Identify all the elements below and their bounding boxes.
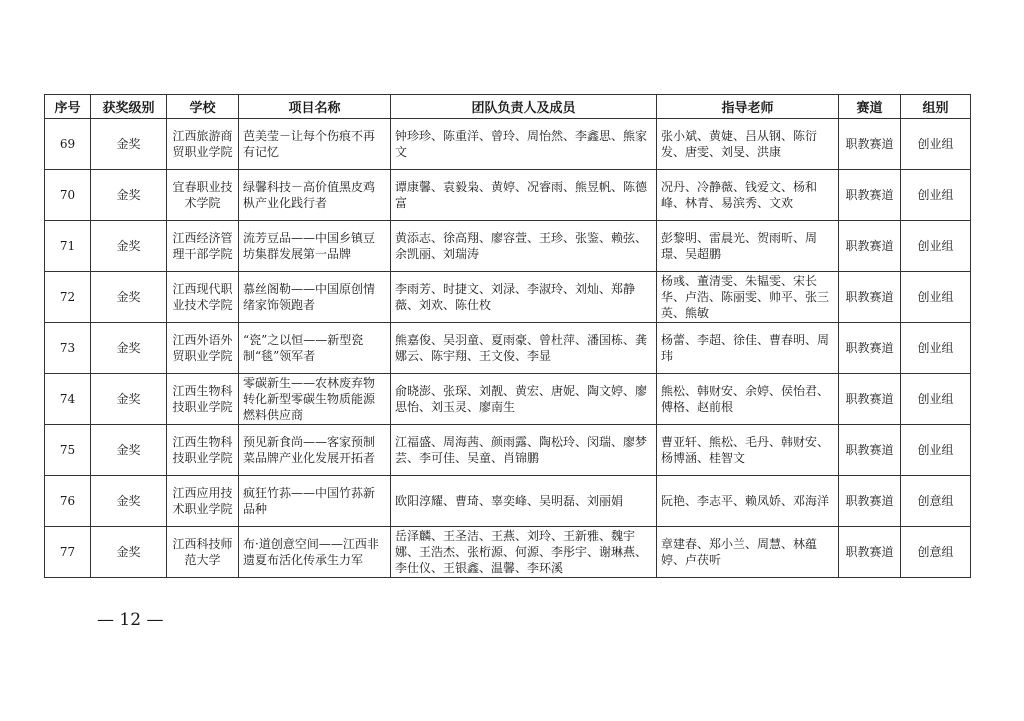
cell-number: 76 [45, 476, 91, 527]
cell-group: 创业组 [901, 170, 971, 221]
cell-track: 职教赛道 [839, 374, 901, 425]
cell-group: 创业组 [901, 119, 971, 170]
cell-number: 72 [45, 272, 91, 323]
cell-award-level: 金奖 [91, 425, 167, 476]
cell-number: 75 [45, 425, 91, 476]
cell-number: 71 [45, 221, 91, 272]
cell-school: 江西生物科技职业学院 [167, 425, 239, 476]
header-row [45, 95, 971, 119]
cell-group: 创业组 [901, 272, 971, 323]
cell-track: 职教赛道 [839, 425, 901, 476]
cell-team-members: 熊嘉俊、吴羽童、夏雨豪、曾杜萍、潘国栋、龚娜云、陈宇翔、王文俊、李显 [391, 323, 657, 374]
cell-track: 职教赛道 [839, 323, 901, 374]
cell-school: 江西经济管理干部学院 [167, 221, 239, 272]
cell-project-name: 预见新食尚——客家预制菜品牌产业化发展开拓者 [239, 425, 391, 476]
cell-team-members: 黄添志、徐高翔、廖容萱、王珍、张鉴、赖弦、余凯丽、刘瑞涛 [391, 221, 657, 272]
cell-project-name: 疯狂竹荪——中国竹荪新品种 [239, 476, 391, 527]
column-header: 团队负责人及成员 [391, 95, 657, 119]
cell-school: 江西现代职业技术学院 [167, 272, 239, 323]
awards-table [44, 94, 971, 578]
table-body [45, 119, 971, 578]
cell-project-name: 慕丝阁勒——中国原创情绪家饰领跑者 [239, 272, 391, 323]
cell-number: 74 [45, 374, 91, 425]
cell-advisors: 况丹、冷静薇、钱爱文、杨和峰、林青、易滨秀、文欢 [657, 170, 839, 221]
cell-track: 职教赛道 [839, 476, 901, 527]
cell-number: 70 [45, 170, 91, 221]
cell-project-name: “瓷”之以恒——新型瓷制“毯”领军者 [239, 323, 391, 374]
cell-project-name: 芭美莹－让每个伤痕不再有记忆 [239, 119, 391, 170]
cell-team-members: 江福盛、周海茜、颜雨露、陶松玲、闵瑞、廖梦芸、李可佳、吴童、肖锦鹏 [391, 425, 657, 476]
cell-track: 职教赛道 [839, 527, 901, 578]
cell-team-members: 李雨芳、时捷文、刘渌、李淑玲、刘灿、郑静薇、刘欢、陈仕枚 [391, 272, 657, 323]
cell-track: 职教赛道 [839, 221, 901, 272]
cell-advisors: 杨彧、董清雯、朱韫雯、宋长华、卢浩、陈丽雯、帅平、张三英、熊敏 [657, 272, 839, 323]
column-header: 获奖级别 [91, 95, 167, 119]
column-header: 序号 [45, 95, 91, 119]
cell-project-name: 流芳豆品——中国乡镇豆坊集群发展第一品牌 [239, 221, 391, 272]
cell-group: 创业组 [901, 374, 971, 425]
cell-school: 江西科技师范大学 [167, 527, 239, 578]
column-header: 学校 [167, 95, 239, 119]
cell-project-name: 绿馨科技－高价值黑皮鸡枞产业化践行者 [239, 170, 391, 221]
cell-school: 江西应用技术职业学院 [167, 476, 239, 527]
cell-advisors: 彭黎明、雷晨光、贺雨昕、周璟、吴超鹏 [657, 221, 839, 272]
cell-number: 77 [45, 527, 91, 578]
cell-school: 宜春职业技术学院 [167, 170, 239, 221]
table-row [45, 119, 971, 170]
cell-team-members: 钟珍珍、陈重洋、曾玲、周怡然、李鑫思、熊家文 [391, 119, 657, 170]
cell-advisors: 曹亚轩、熊松、毛丹、韩财安、杨博涵、桂智文 [657, 425, 839, 476]
column-header: 项目名称 [239, 95, 391, 119]
table-row [45, 374, 971, 425]
cell-team-members: 谭康馨、袁毅枭、黄婷、况睿雨、熊昱帆、陈德富 [391, 170, 657, 221]
cell-award-level: 金奖 [91, 221, 167, 272]
cell-advisors: 熊松、韩财安、余婷、侯怡君、傅格、赵前根 [657, 374, 839, 425]
cell-team-members: 欧阳淳耀、曹琦、辜奕峰、吴明磊、刘丽娟 [391, 476, 657, 527]
cell-award-level: 金奖 [91, 272, 167, 323]
column-header: 组别 [901, 95, 971, 119]
cell-advisors: 章建春、郑小兰、周慧、林蕴婷、卢茯听 [657, 527, 839, 578]
cell-track: 职教赛道 [839, 170, 901, 221]
cell-track: 职教赛道 [839, 119, 901, 170]
table-row [45, 272, 971, 323]
cell-track: 职教赛道 [839, 272, 901, 323]
cell-award-level: 金奖 [91, 323, 167, 374]
cell-school: 江西外语外贸职业学院 [167, 323, 239, 374]
cell-group: 创意组 [901, 527, 971, 578]
cell-number: 69 [45, 119, 91, 170]
cell-group: 创业组 [901, 425, 971, 476]
cell-advisors: 杨蕾、李超、徐佳、曹春明、周玮 [657, 323, 839, 374]
cell-number: 73 [45, 323, 91, 374]
cell-award-level: 金奖 [91, 527, 167, 578]
cell-team-members: 岳泽麟、王圣洁、王燕、刘玲、王新雅、魏宇娜、王浩杰、张桁源、何源、李彤宇、谢琳燕、李仕仪、王银鑫、温馨、李环溪 [391, 527, 657, 578]
cell-award-level: 金奖 [91, 374, 167, 425]
cell-group: 创业组 [901, 221, 971, 272]
table-row [45, 170, 971, 221]
cell-advisors: 阮艳、李志平、赖凤娇、邓海洋 [657, 476, 839, 527]
column-header: 指导老师 [657, 95, 839, 119]
cell-school: 江西生物科技职业学院 [167, 374, 239, 425]
column-header: 赛道 [839, 95, 901, 119]
table-row [45, 476, 971, 527]
cell-group: 创业组 [901, 323, 971, 374]
cell-project-name: 零碳新生——农林废弃物转化新型零碳生物质能源燃料供应商 [239, 374, 391, 425]
table-row [45, 527, 971, 578]
cell-school: 江西旅游商贸职业学院 [167, 119, 239, 170]
cell-award-level: 金奖 [91, 170, 167, 221]
cell-project-name: 布·道创意空间——江西非遗夏布活化传承生力军 [239, 527, 391, 578]
cell-award-level: 金奖 [91, 119, 167, 170]
page-number: — 12 — [97, 610, 164, 630]
table-row [45, 323, 971, 374]
cell-group: 创意组 [901, 476, 971, 527]
table-row [45, 221, 971, 272]
cell-advisors: 张小斌、黄婕、吕从钢、陈衍发、唐雯、刘旻、洪康 [657, 119, 839, 170]
cell-award-level: 金奖 [91, 476, 167, 527]
table-row [45, 425, 971, 476]
cell-team-members: 俞晓澎、张琛、刘靓、黄宏、唐妮、陶文婷、廖思怡、刘玉灵、廖南生 [391, 374, 657, 425]
